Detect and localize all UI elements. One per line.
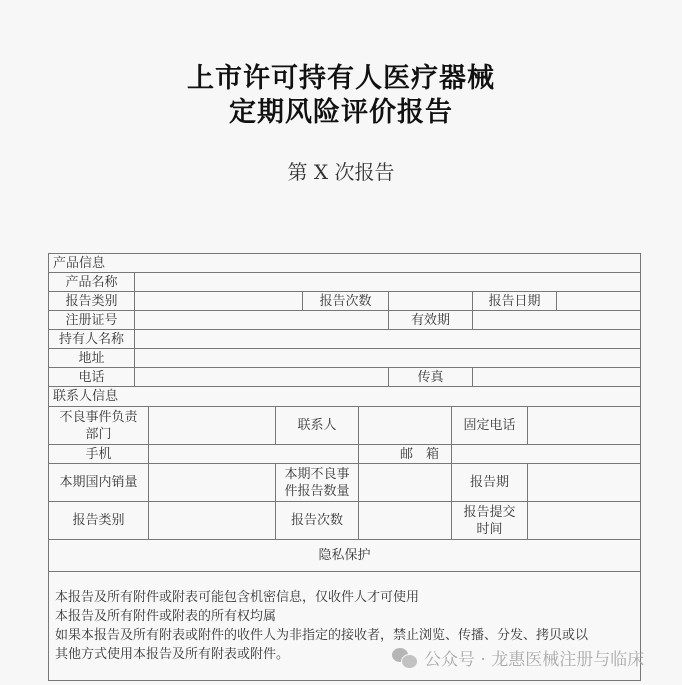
label-address: 地址	[48, 348, 135, 368]
label-product-name: 产品名称	[48, 272, 135, 292]
section-header-contact-info: 联系人信息	[48, 386, 641, 407]
field-report-date[interactable]	[556, 291, 641, 311]
label-landline: 固定电话	[451, 406, 528, 445]
label-fax: 传真	[388, 367, 473, 387]
privacy-line: 其他方式使用本报告及所有附表或附件。	[55, 647, 290, 662]
label-ae-report-count: 本期不良事件报告数量	[275, 463, 359, 502]
field-domestic-sales[interactable]	[148, 463, 276, 502]
report-number-subtitle: 第 X 次报告	[287, 160, 395, 184]
field-email[interactable]	[451, 444, 641, 464]
field-report-count-2[interactable]	[358, 501, 452, 540]
label-registration-no: 注册证号	[48, 310, 135, 330]
section-header-product-info: 产品信息	[48, 253, 641, 273]
field-report-type[interactable]	[134, 291, 303, 311]
section-header-privacy: 隐私保护	[48, 539, 641, 572]
label-ae-department: 不良事件负责部门	[48, 406, 149, 445]
label-submission-time: 报告提交时间	[451, 501, 528, 540]
label-domestic-sales: 本期国内销量	[48, 463, 149, 502]
label-holder-name: 持有人名称	[48, 329, 135, 349]
privacy-line: 本报告及所有附件或附表可能包含机密信息，仅收件人才可使用	[55, 590, 420, 605]
label-mobile: 手机	[48, 444, 149, 464]
privacy-line: 本报告及所有附件或附表的所有权均属	[55, 609, 277, 624]
field-mobile[interactable]	[148, 444, 359, 464]
document-title-line2: 定期风险评价报告	[229, 97, 453, 128]
field-registration-no[interactable]	[134, 310, 389, 330]
field-landline[interactable]	[527, 406, 641, 445]
label-phone: 电话	[48, 367, 135, 387]
field-address[interactable]	[134, 348, 641, 368]
field-report-type-2[interactable]	[148, 501, 276, 540]
field-ae-department[interactable]	[148, 406, 276, 445]
field-holder-name[interactable]	[134, 329, 641, 349]
field-ae-report-count[interactable]	[358, 463, 452, 502]
document-title-line1: 上市许可持有人医疗器械	[187, 63, 495, 94]
label-report-count: 报告次数	[302, 291, 389, 311]
field-validity[interactable]	[472, 310, 641, 330]
label-email: 邮 箱	[358, 444, 452, 464]
label-contact-person: 联系人	[275, 406, 359, 445]
label-report-period: 报告期	[451, 463, 528, 502]
field-report-count[interactable]	[388, 291, 473, 311]
field-report-period[interactable]	[527, 463, 641, 502]
label-report-count-2: 报告次数	[275, 501, 359, 540]
label-report-date: 报告日期	[472, 291, 557, 311]
field-fax[interactable]	[472, 367, 641, 387]
field-contact-person[interactable]	[358, 406, 452, 445]
field-phone[interactable]	[134, 367, 389, 387]
watermark-text: 公众号 · 龙惠医械注册与临床	[424, 650, 645, 670]
label-report-type: 报告类别	[48, 291, 135, 311]
field-submission-time[interactable]	[527, 501, 641, 540]
privacy-line: 如果本报告及所有附表或附件的收件人为非指定的接收者，禁止浏览、传播、分发、拷贝或以	[55, 628, 589, 643]
label-report-type-2: 报告类别	[48, 501, 149, 540]
label-validity: 有效期	[388, 310, 473, 330]
wechat-icon	[392, 648, 418, 668]
field-product-name[interactable]	[134, 272, 641, 292]
watermark	[392, 645, 644, 670]
